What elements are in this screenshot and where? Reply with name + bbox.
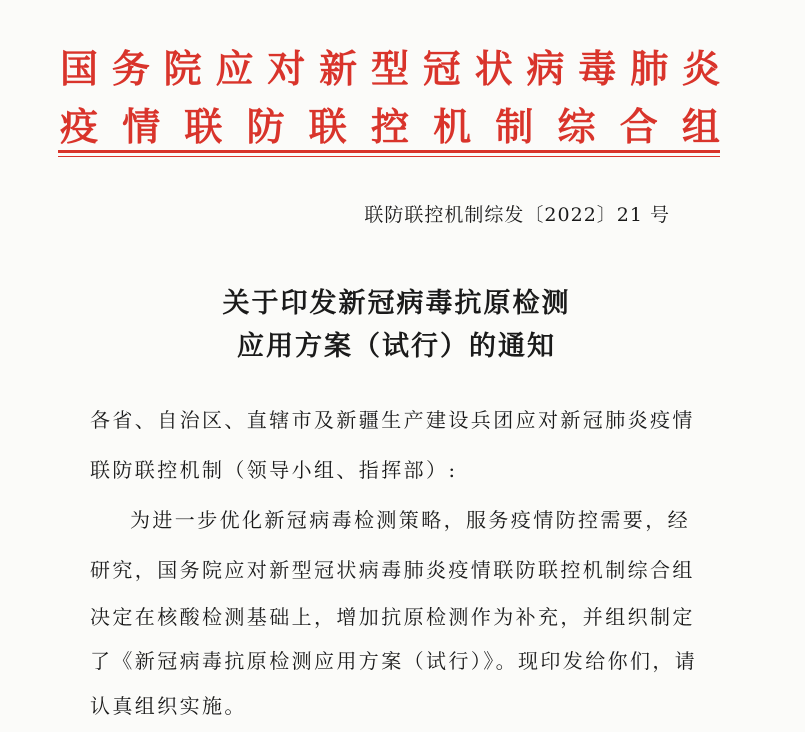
body-paragraph-line-3: 决定在核酸检测基础上，增加抗原检测作为补充，并组织制定: [90, 605, 695, 629]
header-char: 对: [267, 47, 306, 91]
header-char: 病: [526, 47, 565, 91]
document-number: 联防联控机制综发〔2022〕21 号: [364, 204, 670, 226]
document-title-line-2: 应用方案（试行）的通知: [237, 331, 556, 362]
body-paragraph-line-1: 为进一步优化新冠病毒检测策略，服务疫情防控需要，经: [130, 508, 690, 532]
body-paragraph-line-5: 认真组织实施。: [90, 694, 247, 718]
header-char: 院: [163, 47, 202, 91]
body-paragraph-line-4: 了《新冠病毒抗原检测应用方案（试行）》。现印发给你们，请: [90, 649, 698, 673]
header-char: 毒: [578, 47, 617, 91]
header-char: 新: [319, 47, 358, 91]
header-char: 型: [370, 47, 409, 91]
header-char: 务: [111, 47, 150, 91]
issuer-header-line-2: [60, 105, 720, 149]
header-char: 防: [246, 105, 285, 149]
header-char: 疫: [60, 105, 99, 149]
header-divider-thin: [58, 156, 720, 157]
header-char: 机: [433, 105, 472, 149]
header-char: 组: [681, 105, 720, 149]
addressee-line-2: 联防联控机制（领导小组、指挥部）:: [90, 458, 458, 482]
header-char: 控: [370, 105, 409, 149]
header-char: 状: [474, 47, 513, 91]
issuer-header-line-1: [60, 47, 720, 91]
header-char: 应: [215, 47, 254, 91]
header-char: 冠: [422, 47, 461, 91]
body-paragraph-line-2: 研究，国务院应对新型冠状病毒肺炎疫情联防联控机制综合组: [90, 558, 695, 582]
header-char: 国: [60, 47, 99, 91]
header-char: 联: [308, 105, 347, 149]
header-char: 制: [495, 105, 534, 149]
addressee-line-1: 各省、自治区、直辖市及新疆生产建设兵团应对新冠肺炎疫情: [90, 408, 695, 432]
header-char: 情: [122, 105, 161, 149]
header-char: 肺: [630, 47, 669, 91]
header-char: 炎: [681, 47, 720, 91]
header-char: 联: [184, 105, 223, 149]
header-divider-thick: [58, 150, 720, 153]
header-char: 综: [557, 105, 596, 149]
document-title-line-1: 关于印发新冠病毒抗原检测: [222, 288, 571, 319]
header-char: 合: [619, 105, 658, 149]
